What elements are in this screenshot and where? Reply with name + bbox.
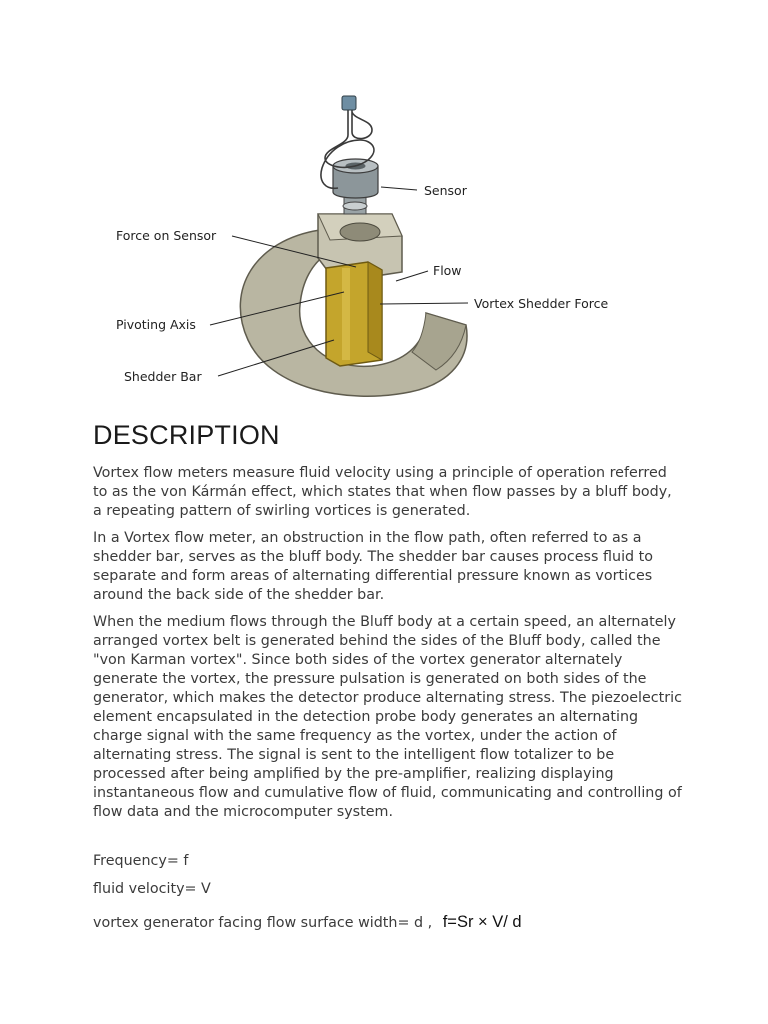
vortex-meter-diagram <box>0 0 768 410</box>
leader-sensor <box>381 187 417 190</box>
label-flow: Flow <box>433 263 462 278</box>
paragraph-operation: When the medium flows through the Bluff body at a certain speed, an alternately arranged vortex belt is generated behind the sides of the Bluff body, called the "von Karman vortex". Since both sides of the vortex generator alternately generate the vortex, the pressure pulsation is generated on both sides of the generator, which makes the detector produce alternating stress. The piezoelectric element encapsulated in the detection probe body generates an alternating charge signal with the same frequency as the vortex, under the action of alternating stress. The signal is sent to the intelligent flow totalizer to be processed after being amplified by the pre-amplifier, realizing displaying instantaneous flow and cumulative flow of fluid, communicating and controlling of flow data and the microcomputer system. <box>93 614 682 820</box>
width-definition: vortex generator facing flow surface width= d , <box>93 915 433 931</box>
label-sensor: Sensor <box>424 183 467 198</box>
paragraph-shedder-bar: In a Vortex flow meter, an obstruction in the flow path, often referred to as a shedder bar, serves as the bluff body. The shedder bar causes process fluid to separate and form areas of alternating differential pressure known as vortices around the back side of the shedder bar. <box>93 530 654 603</box>
sensor-bore <box>340 223 380 241</box>
frequency-formula: f=Sr × V/ d <box>442 913 522 931</box>
frequency-definition: Frequency= f <box>93 853 189 869</box>
paragraph-intro: Vortex flow meters measure fluid velocity using a principle of operation referred to as the von Kármán effect, which states that when flow passes by a bluff body, a repeating pattern of swirling vortices is generated. <box>93 465 672 519</box>
section-heading: DESCRIPTION <box>93 420 280 450</box>
label-force-on-sensor: Force on Sensor <box>116 228 217 243</box>
velocity-definition: fluid velocity= V <box>93 881 211 897</box>
label-shedder-bar: Shedder Bar <box>124 369 202 384</box>
label-pivoting-axis: Pivoting Axis <box>116 317 196 332</box>
diagram-illustration <box>0 0 768 410</box>
label-vortex-shedder-force: Vortex Shedder Force <box>474 296 609 311</box>
leader-vortex-shedder-force <box>380 303 468 304</box>
width-definition-row <box>93 913 522 933</box>
cable-connector <box>342 96 356 110</box>
